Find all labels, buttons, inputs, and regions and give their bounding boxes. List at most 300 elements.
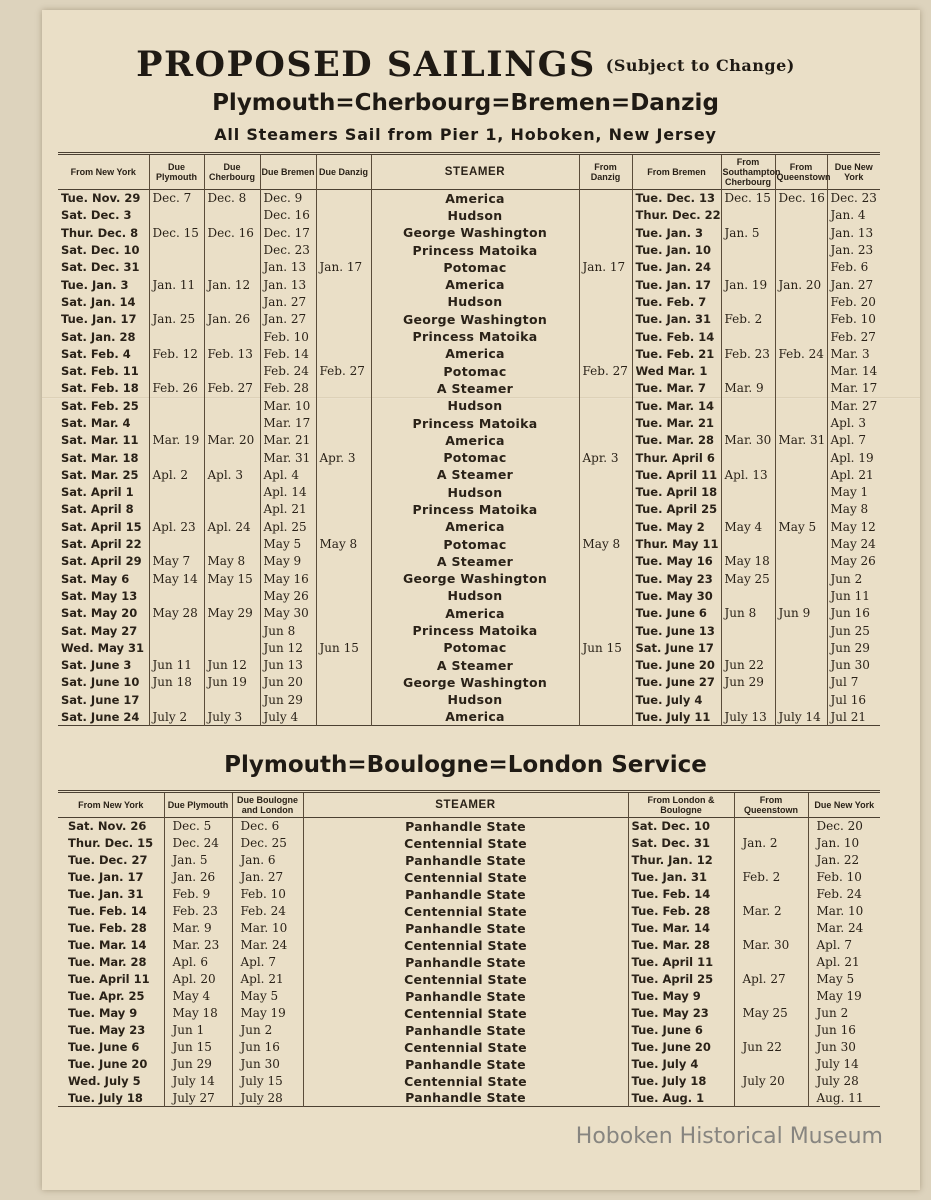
steamer-name-cell: A Steamer (371, 466, 579, 483)
date-cell: July 14 (808, 1056, 880, 1073)
date-cell (579, 293, 632, 310)
date-cell (149, 259, 204, 276)
steamer-name-cell: Princess Matoika (371, 241, 579, 258)
steamer-name-cell: Princess Matoika (371, 328, 579, 345)
steamer-name-cell: Panhandle State (303, 818, 628, 835)
date-cell: Jan. 2 (734, 835, 808, 852)
date-cell (204, 639, 260, 656)
column-header: STEAMER (303, 792, 628, 818)
date-cell: Dec. 6 (232, 818, 303, 835)
return-departure-cell: Tue. May 2 (632, 518, 721, 535)
date-cell: May 8 (827, 501, 880, 518)
date-cell: July 2 (149, 708, 204, 725)
date-cell (721, 587, 775, 604)
date-cell: May 19 (808, 988, 880, 1005)
departure-date-cell: Thur. Dec. 8 (61, 225, 139, 240)
date-cell: Feb. 2 (734, 869, 808, 886)
return-departure-cell: Tue. April 18 (632, 484, 721, 501)
steamer-name-cell: Hudson (371, 293, 579, 310)
departure-date-cell: Sat. June 24 (61, 709, 140, 724)
date-cell (734, 818, 808, 835)
date-cell: May 4 (164, 988, 232, 1005)
table-row (58, 818, 880, 835)
table-row (58, 224, 880, 241)
date-cell (204, 449, 260, 466)
return-departure-cell: Tue. Mar. 7 (632, 380, 721, 397)
steamer-name-cell: Panhandle State (303, 1056, 628, 1073)
departure-date-cell: Sat. Mar. 18 (61, 450, 139, 465)
date-cell: May 5 (775, 518, 827, 535)
steamer-name-cell: Centennial State (303, 1073, 628, 1090)
date-cell (775, 362, 827, 379)
date-cell: Jun 16 (808, 1022, 880, 1039)
date-cell (579, 328, 632, 345)
return-departure-cell: Tue. April 11 (628, 954, 734, 971)
date-cell: Feb. 23 (721, 345, 775, 362)
return-departure-cell: Tue. April 25 (632, 501, 721, 518)
return-departure-cell: Tue. Feb. 14 (632, 328, 721, 345)
date-cell (579, 501, 632, 518)
column-header: Due Bremen (260, 154, 316, 190)
table-row (58, 293, 880, 310)
steamer-name-cell: George Washington (371, 674, 579, 691)
date-cell: Jan. 13 (827, 224, 880, 241)
column-header: From London & Boulogne (628, 792, 734, 818)
date-cell (579, 311, 632, 328)
return-departure-cell: Tue. Feb. 7 (632, 293, 721, 310)
steamer-name-cell: Potomac (371, 535, 579, 552)
table-row (58, 605, 880, 622)
date-cell: Mar. 24 (232, 937, 303, 954)
date-cell (149, 241, 204, 258)
date-cell: Dec. 16 (204, 224, 260, 241)
date-cell: Jun 15 (316, 639, 371, 656)
departure-date-cell: Tue. Nov. 29 (61, 191, 141, 206)
return-departure-cell: Sat. Dec. 10 (628, 818, 734, 835)
date-cell: Jun 16 (827, 605, 880, 622)
table-row (58, 535, 880, 552)
date-cell: May 14 (149, 570, 204, 587)
steamer-name-cell: Centennial State (303, 971, 628, 988)
column-header: Due Boulogne and London (232, 792, 303, 818)
date-cell (579, 622, 632, 639)
date-cell: May 4 (721, 518, 775, 535)
return-departure-cell: Thur. April 6 (632, 449, 721, 466)
date-cell (149, 362, 204, 379)
date-cell (316, 570, 371, 587)
return-departure-cell: Tue. Aug. 1 (628, 1090, 734, 1107)
date-cell (775, 553, 827, 570)
steamer-name-cell: Princess Matoika (371, 622, 579, 639)
date-cell (316, 587, 371, 604)
date-cell: Dec. 15 (721, 190, 775, 207)
date-cell (149, 484, 204, 501)
date-cell: Mar. 24 (808, 920, 880, 937)
date-cell: Feb. 2 (721, 311, 775, 328)
date-cell: Dec. 24 (164, 835, 232, 852)
date-cell: July 3 (204, 708, 260, 725)
table-row (58, 345, 880, 362)
date-cell (579, 587, 632, 604)
date-cell (316, 276, 371, 293)
date-cell: Jun 29 (164, 1056, 232, 1073)
date-cell: May 8 (204, 553, 260, 570)
date-cell (149, 535, 204, 552)
table-row (58, 570, 880, 587)
departure-date-cell: Sat. April 8 (61, 502, 134, 517)
departure-date-cell: Wed. May 31 (61, 640, 145, 655)
date-cell: May 7 (149, 553, 204, 570)
date-cell (316, 553, 371, 570)
column-header: From Bremen (632, 154, 721, 190)
date-cell: May 19 (232, 1005, 303, 1022)
departure-date-cell: Sat. June 17 (61, 692, 140, 707)
table-row (58, 835, 880, 852)
date-cell: Mar. 10 (260, 397, 316, 414)
date-cell: Apl. 25 (260, 518, 316, 535)
date-cell (149, 293, 204, 310)
departure-date-cell: Tue. Jan. 17 (61, 312, 137, 327)
date-cell (204, 535, 260, 552)
date-cell: Feb. 10 (260, 328, 316, 345)
table-row (58, 414, 880, 431)
steamer-name-cell: A Steamer (371, 553, 579, 570)
date-cell: Dec. 5 (164, 818, 232, 835)
date-cell (721, 259, 775, 276)
return-departure-cell: Tue. April 11 (632, 466, 721, 483)
date-cell (775, 466, 827, 483)
date-cell: Feb. 23 (164, 903, 232, 920)
date-cell (204, 501, 260, 518)
date-cell: July 27 (164, 1090, 232, 1107)
date-cell (204, 241, 260, 258)
date-cell (316, 293, 371, 310)
date-cell (775, 570, 827, 587)
date-cell: Dec. 23 (260, 241, 316, 258)
date-cell: July 20 (734, 1073, 808, 1090)
date-cell (316, 380, 371, 397)
date-cell: Mar. 9 (721, 380, 775, 397)
bremen-table-body (58, 190, 880, 726)
date-cell (579, 691, 632, 708)
date-cell (204, 691, 260, 708)
date-cell: May 26 (827, 553, 880, 570)
date-cell (775, 535, 827, 552)
date-cell: Apl. 21 (827, 466, 880, 483)
date-cell (204, 397, 260, 414)
return-departure-cell: Tue. Jan. 10 (632, 241, 721, 258)
date-cell: Feb. 24 (808, 886, 880, 903)
departure-date-cell: Sat. May 6 (61, 571, 130, 586)
date-cell (316, 397, 371, 414)
date-cell: Jul 21 (827, 708, 880, 725)
date-cell: May 16 (260, 570, 316, 587)
date-cell: Jan. 25 (149, 311, 204, 328)
date-cell: May 1 (827, 484, 880, 501)
return-departure-cell: Tue. Jan. 17 (632, 276, 721, 293)
date-cell (149, 207, 204, 224)
return-departure-cell: Thur. May 11 (632, 535, 721, 552)
column-header: Due New York (827, 154, 880, 190)
column-header: Due Plymouth (164, 792, 232, 818)
date-cell: Feb. 27 (204, 380, 260, 397)
date-cell: Mar. 10 (808, 903, 880, 920)
date-cell (721, 414, 775, 431)
departure-date-cell: Sat. May 27 (61, 623, 138, 638)
date-cell: July 4 (260, 708, 316, 725)
table-row (58, 869, 880, 886)
date-cell: Apl. 7 (808, 937, 880, 954)
date-cell: July 14 (775, 708, 827, 725)
date-cell: Mar. 19 (149, 432, 204, 449)
date-cell (734, 988, 808, 1005)
steamer-name-cell: Hudson (371, 397, 579, 414)
table-row (58, 484, 880, 501)
date-cell: Dec. 25 (232, 835, 303, 852)
return-departure-cell: Tue. June 20 (628, 1039, 734, 1056)
date-cell: Apl. 3 (204, 466, 260, 483)
date-cell: Feb. 10 (808, 869, 880, 886)
date-cell (721, 362, 775, 379)
date-cell (316, 190, 371, 207)
date-cell (579, 553, 632, 570)
departure-date-cell: Tue. Mar. 28 (68, 955, 147, 969)
date-cell (579, 207, 632, 224)
date-cell: Apl. 7 (827, 432, 880, 449)
date-cell: May 25 (721, 570, 775, 587)
steamer-name-cell: America (371, 605, 579, 622)
date-cell (149, 639, 204, 656)
steamer-name-cell: Centennial State (303, 1039, 628, 1056)
date-cell: Apl. 27 (734, 971, 808, 988)
date-cell (316, 466, 371, 483)
london-table-body (58, 818, 880, 1107)
return-departure-cell: Tue. Jan. 3 (632, 224, 721, 241)
date-cell (734, 886, 808, 903)
date-cell (204, 587, 260, 604)
date-cell (775, 674, 827, 691)
column-header: From Queenstown (734, 792, 808, 818)
date-cell: Jan. 17 (579, 259, 632, 276)
date-cell: May 5 (808, 971, 880, 988)
title-text: PROPOSED SAILINGS (136, 44, 596, 85)
departure-date-cell: Sat. Feb. 11 (61, 364, 139, 379)
date-cell: Jun 29 (260, 691, 316, 708)
date-cell (775, 397, 827, 414)
date-cell: Mar. 3 (827, 345, 880, 362)
date-cell: Jun 22 (721, 657, 775, 674)
museum-watermark: Hoboken Historical Museum (575, 1124, 883, 1149)
date-cell (579, 518, 632, 535)
date-cell: Jun 8 (721, 605, 775, 622)
table-row (58, 362, 880, 379)
date-cell: Dec. 16 (775, 190, 827, 207)
date-cell: Apl. 13 (721, 466, 775, 483)
steamer-name-cell: Panhandle State (303, 852, 628, 869)
departure-date-cell: Sat. Nov. 26 (68, 819, 147, 834)
date-cell: Apl. 20 (164, 971, 232, 988)
date-cell (316, 224, 371, 241)
return-departure-cell: Tue. Feb. 28 (628, 903, 734, 920)
departure-date-cell: Tue. May 9 (68, 1006, 138, 1020)
date-cell: Dec. 8 (204, 190, 260, 207)
table-row (58, 259, 880, 276)
date-cell: Jun 12 (260, 639, 316, 656)
column-header: From Southampton Cherbourg (721, 154, 775, 190)
date-cell (316, 432, 371, 449)
date-cell (775, 622, 827, 639)
table-row (58, 622, 880, 639)
date-cell (775, 414, 827, 431)
departure-date-cell: Sat. Feb. 18 (61, 381, 139, 396)
date-cell: July 15 (232, 1073, 303, 1090)
date-cell: Mar. 30 (734, 937, 808, 954)
date-cell: Jan. 6 (232, 852, 303, 869)
departure-date-cell: Sat. Jan. 28 (61, 329, 136, 344)
steamer-name-cell: George Washington (371, 224, 579, 241)
date-cell (204, 484, 260, 501)
return-departure-cell: Tue. Mar. 14 (632, 397, 721, 414)
departure-date-cell: Tue. May 23 (68, 1023, 146, 1037)
date-cell (579, 708, 632, 725)
date-cell (721, 449, 775, 466)
london-service-heading: Plymouth=Boulogne=London Service (224, 752, 707, 778)
date-cell (149, 414, 204, 431)
date-cell (149, 501, 204, 518)
table-row (58, 920, 880, 937)
date-cell (204, 293, 260, 310)
date-cell (204, 207, 260, 224)
date-cell: May 12 (827, 518, 880, 535)
date-cell (734, 1090, 808, 1107)
date-cell: Mar. 17 (827, 380, 880, 397)
date-cell (721, 639, 775, 656)
date-cell: Jun 29 (827, 639, 880, 656)
date-cell: Apl. 21 (232, 971, 303, 988)
date-cell: Feb. 24 (260, 362, 316, 379)
date-cell: Mar. 14 (827, 362, 880, 379)
departure-date-cell: Tue. Jan. 3 (61, 277, 129, 292)
date-cell: Jan. 26 (164, 869, 232, 886)
date-cell: Jun 1 (164, 1022, 232, 1039)
return-departure-cell: Tue. June 20 (632, 657, 721, 674)
date-cell: May 8 (579, 535, 632, 552)
date-cell: Jun 2 (808, 1005, 880, 1022)
column-header: Due Plymouth (149, 154, 204, 190)
table-row (58, 466, 880, 483)
departure-date-cell: Sat. Jan. 14 (61, 294, 136, 309)
date-cell: Apl. 24 (204, 518, 260, 535)
date-cell (579, 276, 632, 293)
return-departure-cell: Sat. June 17 (632, 639, 721, 656)
return-departure-cell: Tue. June 6 (632, 605, 721, 622)
table-row (58, 1022, 880, 1039)
date-cell: May 29 (204, 605, 260, 622)
steamer-name-cell: Princess Matoika (371, 414, 579, 431)
date-cell (775, 207, 827, 224)
date-cell (734, 1022, 808, 1039)
date-cell: Dec. 23 (827, 190, 880, 207)
steamer-name-cell: Hudson (371, 587, 579, 604)
departure-date-cell: Sat. Mar. 4 (61, 416, 131, 430)
return-departure-cell: Tue. July 11 (632, 708, 721, 725)
steamer-name-cell: Princess Matoika (371, 501, 579, 518)
steamer-name-cell: America (371, 276, 579, 293)
page-title (0, 44, 931, 85)
date-cell: Feb. 14 (260, 345, 316, 362)
return-departure-cell: Tue. July 4 (632, 691, 721, 708)
date-cell: May 9 (260, 553, 316, 570)
date-cell (775, 224, 827, 241)
date-cell: Jan. 5 (721, 224, 775, 241)
steamer-name-cell: George Washington (371, 311, 579, 328)
steamer-name-cell: America (371, 345, 579, 362)
date-cell (149, 622, 204, 639)
steamer-name-cell: Panhandle State (303, 1090, 628, 1107)
date-cell (775, 241, 827, 258)
steamer-name-cell: America (371, 708, 579, 725)
steamer-name-cell: Panhandle State (303, 886, 628, 903)
bremen-schedule-table (58, 152, 880, 726)
departure-date-cell: Sat. April 22 (61, 537, 142, 552)
date-cell (204, 259, 260, 276)
date-cell (775, 328, 827, 345)
date-cell: Apl. 19 (827, 449, 880, 466)
table-row (58, 886, 880, 903)
departure-date-cell: Tue. Feb. 14 (68, 904, 147, 918)
table-row (58, 553, 880, 570)
steamer-name-cell: Potomac (371, 362, 579, 379)
date-cell: Jan. 4 (827, 207, 880, 224)
date-cell (316, 484, 371, 501)
return-departure-cell: Tue. June 27 (632, 674, 721, 691)
date-cell (316, 622, 371, 639)
date-cell: Jun 30 (232, 1056, 303, 1073)
date-cell: Jun 19 (204, 674, 260, 691)
london-schedule-table (58, 790, 880, 1107)
date-cell: Jan. 23 (827, 241, 880, 258)
steamer-name-cell: America (371, 190, 579, 207)
steamer-name-cell: Panhandle State (303, 1022, 628, 1039)
return-departure-cell: Tue. Mar. 28 (628, 937, 734, 954)
date-cell (734, 852, 808, 869)
date-cell: Feb. 12 (149, 345, 204, 362)
steamer-name-cell: Potomac (371, 639, 579, 656)
date-cell (204, 414, 260, 431)
return-departure-cell: Tue. Jan. 24 (632, 259, 721, 276)
date-cell: Apl. 4 (260, 466, 316, 483)
table-row (58, 207, 880, 224)
departure-date-cell: Sat. Feb. 25 (61, 398, 139, 413)
date-cell (579, 570, 632, 587)
return-departure-cell: Tue. Feb. 14 (628, 886, 734, 903)
date-cell: Jun 2 (827, 570, 880, 587)
date-cell (775, 587, 827, 604)
date-cell (316, 311, 371, 328)
return-departure-cell: Tue. May 30 (632, 587, 721, 604)
date-cell (316, 657, 371, 674)
departure-date-cell: Sat. Dec. 31 (61, 260, 140, 275)
table-row (58, 276, 880, 293)
date-cell: Mar. 9 (164, 920, 232, 937)
date-cell: Dec. 20 (808, 818, 880, 835)
date-cell: Jun 9 (775, 605, 827, 622)
return-departure-cell: Tue. Feb. 21 (632, 345, 721, 362)
date-cell: Jan. 26 (204, 311, 260, 328)
date-cell (316, 328, 371, 345)
date-cell (316, 674, 371, 691)
date-cell (775, 311, 827, 328)
